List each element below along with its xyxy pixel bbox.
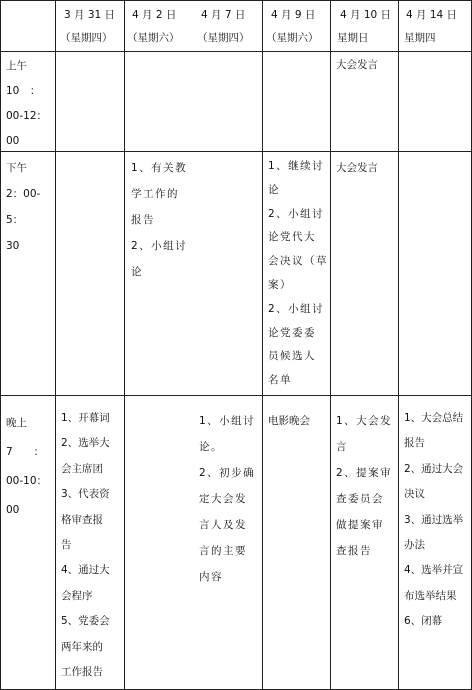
row-label-evening: 晚上 7 ： 00-10： 00 <box>6 417 48 516</box>
header-weekday-apr9: （星期六） <box>266 32 319 44</box>
grid-line-v2 <box>124 0 125 690</box>
header-weekday-apr14: 星期四 <box>404 32 436 44</box>
header-date-apr10: 4 月 10 日 <box>340 9 392 21</box>
grid-line-h1 <box>0 51 472 52</box>
header-date-apr7: 4 月 7 日 <box>201 9 246 21</box>
grid-line-v1 <box>55 0 56 690</box>
header-weekday-apr2: （星期六） <box>127 32 180 44</box>
cell-evening-mar31: 1、开幕词 2、选举大 会主席团 3、代表资 格审查报 告 4、通过大 会程序 5、党委会 两年来的 工作报告 <box>61 412 110 679</box>
grid-line-v5 <box>398 0 399 690</box>
header-weekday-apr10: 星期日 <box>337 32 369 44</box>
header-weekday-mar31: （星期四） <box>60 32 113 44</box>
row-label-afternoon: 下午 2：00-5： 30 <box>6 162 41 252</box>
grid-line-v0 <box>0 0 1 690</box>
header-weekday-apr7: （星期四） <box>197 32 250 44</box>
header-date-apr9: 4 月 9 日 <box>271 9 316 21</box>
header-date-apr14: 4 月 14 日 <box>406 9 458 21</box>
header-date-apr2: 4 月 2 日 <box>132 9 177 21</box>
cell-afternoon-apr9: 1、继续讨 论 2、小组讨 论党代大 会决议（草 案） 2、小组讨 论党委委 员候选人 名单 <box>268 160 328 387</box>
grid-line-h2 <box>0 151 472 152</box>
grid-line-h3 <box>0 395 472 396</box>
grid-line-h0 <box>0 0 472 1</box>
cell-afternoon-apr10: 大会发言 <box>336 162 378 174</box>
cell-morning-apr10: 大会发言 <box>336 59 378 71</box>
header-date-mar31: 3 月 31 日 <box>64 9 116 21</box>
cell-evening-apr10: 1、大会发 言 2、提案审 查委员会 做提案审 查报告 <box>336 415 393 557</box>
row-label-morning: 上午 10 ： 00-12： 00 <box>6 60 48 147</box>
cell-evening-apr14: 1、大会总结 报告 2、通过大会 决议 3、通过选举 办法 4、选举并宣 布选举结果 6、闭幕 <box>404 412 464 628</box>
grid-line-v4 <box>330 0 331 690</box>
cell-afternoon-apr2: 1、有关教 学工作的 报告 2、小组讨 论 <box>131 162 188 278</box>
cell-evening-apr7: 1、小组讨 论。 2、初步确 定大会发 言人及发 言的主要 内容 <box>199 415 256 583</box>
cell-evening-apr9: 电影晚会 <box>268 415 310 427</box>
grid-line-v3 <box>262 0 263 690</box>
